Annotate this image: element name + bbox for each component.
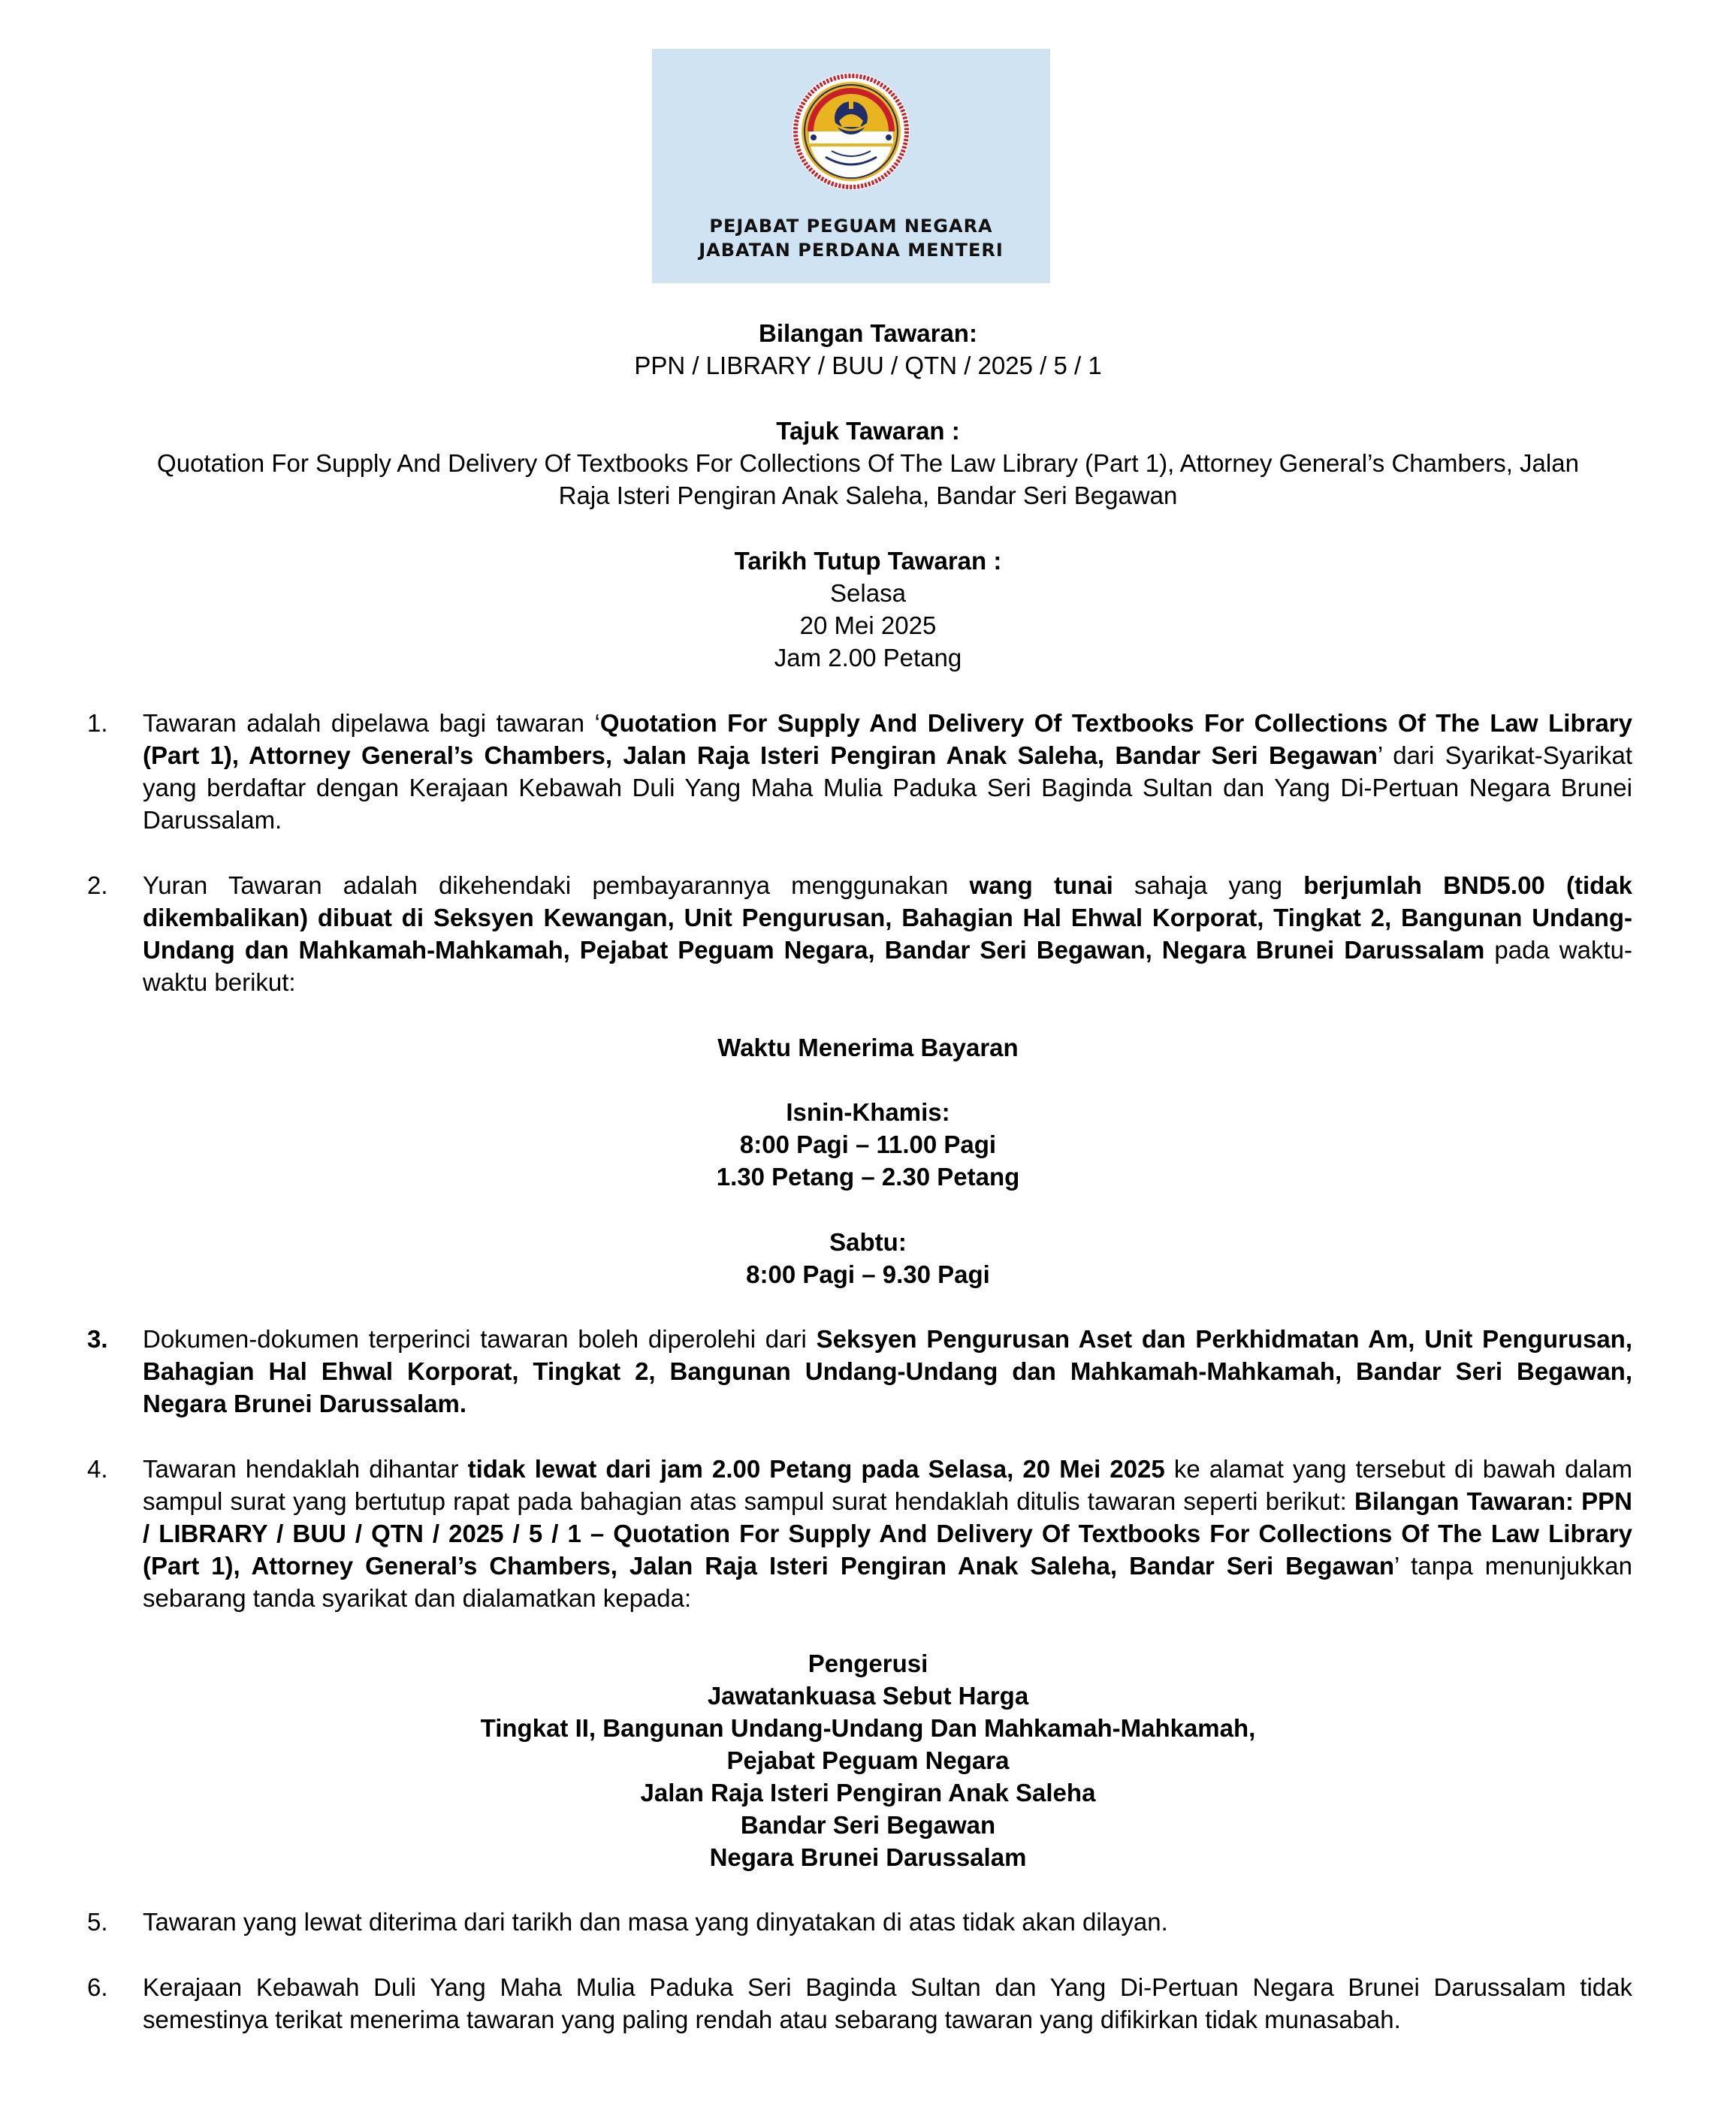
address-line-2: Jawatankuasa Sebut Harga [707,1682,1029,1710]
tender-title-line2: Raja Isteri Pengiran Anak Saleha, Bandar Seri Begawan [558,481,1178,509]
closing-date: 20 Mei 2025 [799,611,937,639]
item-text: Tawaran adalah dipelawa bagi tawaran ‘Quotation For Supply And Delivery Of Textbooks For Collections Of The Law Library (Part 1), Attorney General’s Chambers, Jalan Raja Isteri Pengiran Anak Saleha, Bandar Seri Begawan’ dari Syarikat-Syarikat yang berdaftar dengan Kerajaan Kebawah Duli Yang Maha Mulia Paduka Seri Baginda Sultan dan Yang Di-Pertuan Negara Brunei Darussalam. [143,709,1632,834]
address-line-3: Tingkat II, Bangunan Undang-Undang Dan Mahkamah-Mahkamah, [480,1714,1256,1742]
saturday-label: Sabtu: [829,1228,907,1256]
logo-title-line1: PEJABAT PEGUAM NEGARA [709,216,993,237]
agency-logo [652,49,1050,283]
tender-title-line1: Quotation For Supply And Delivery Of Textbooks For Collections Of The Law Library (Part 1), Attorney General’s Chambers, Jalan [157,449,1579,477]
item-number: 3. [87,1325,108,1353]
address-line-5: Jalan Raja Isteri Pengiran Anak Saleha [640,1779,1096,1807]
item-number: 5. [87,1908,108,1936]
logo-title-line2: JABATAN PERDANA MENTERI [699,240,1004,261]
weekday-slot-1: 8:00 Pagi – 11.00 Pagi [739,1130,997,1158]
tender-number-value: PPN / LIBRARY / BUU / QTN / 2025 / 5 / 1 [634,352,1102,379]
weekday-slot-2: 1.30 Petang – 2.30 Petang [716,1163,1020,1191]
address-line-7: Negara Brunei Darussalam [709,1843,1027,1871]
tender-number-label: Bilangan Tawaran: [759,319,977,347]
agency-seal-icon [791,71,911,192]
item-text: Tawaran hendaklah dihantar tidak lewat dari jam 2.00 Petang pada Selasa, 20 Mei 2025 ke alamat yang tersebut di bawah dalam sampul surat yang bertutup rapat pada bahagian atas sampul surat hendaklah ditulis tawaran seperti berikut: Bilangan Tawaran: PPN / LIBRARY / BUU / QTN / 2025 / 5 / 1 – Quotation For Supply And Delivery Of Textbooks For Collections Of The Law Library (Part 1), Attorney General’s Chambers, Jalan Raja Isteri Pengiran Anak Saleha, Bandar Seri Begawan’ tanpa menunjukkan sebarang tanda syarikat dan dialamatkan kepada: [143,1455,1633,1612]
closing-time: Jam 2.00 Petang [774,644,962,672]
closing-day: Selasa [830,579,906,607]
tender-title-label: Tajuk Tawaran : [776,417,960,445]
item-number: 1. [87,709,108,737]
item-number: 4. [87,1455,108,1483]
closing-date-label: Tarikh Tutup Tawaran : [734,547,1002,575]
saturday-slot: 8:00 Pagi – 9.30 Pagi [746,1260,990,1288]
weekday-label: Isnin-Khamis: [786,1098,950,1126]
payment-times-heading: Waktu Menerima Bayaran [717,1034,1019,1061]
address-line-1: Pengerusi [808,1650,928,1677]
item-text: Dokumen-dokumen terperinci tawaran boleh diperolehi dari Seksyen Pengurusan Aset dan Perkhidmatan Am, Unit Pengurusan, Bahagian Hal Ehwal Korporat, Tingkat 2, Bangunan Undang-Undang dan Mahkamah-Mahkamah, Bandar Seri Begawan, Negara Brunei Darussalam. [143,1325,1633,1417]
item-number: 6. [87,1973,108,2001]
item-text: Yuran Tawaran adalah dikehendaki pembayarannya menggunakan wang tunai sahaja yang berjumlah BND5.00 (tidak dikembalikan) dibuat di Seksyen Kewangan, Unit Pengurusan, Bahagian Hal Ehwal Korporat, Tingkat 2, Bangunan Undang-Undang dan Mahkamah-Mahkamah, Pejabat Peguam Negara, Bandar Seri Begawan, Negara Brunei Darussalam pada waktu-waktu berikut: [143,871,1632,996]
item-text: Tawaran yang lewat diterima dari tarikh dan masa yang dinyatakan di atas tidak akan dilayan. [143,1908,1168,1936]
item-text: Kerajaan Kebawah Duli Yang Maha Mulia Paduka Seri Baginda Sultan dan Yang Di-Pertuan Negara Brunei Darussalam tidak semestinya terikat menerima tawaran yang paling rendah atau sebarang tawaran yang difikirkan tidak munasabah. [143,1973,1632,2033]
item-number: 2. [87,871,108,899]
address-line-4: Pejabat Peguam Negara [726,1746,1010,1774]
address-line-6: Bandar Seri Begawan [740,1811,996,1839]
